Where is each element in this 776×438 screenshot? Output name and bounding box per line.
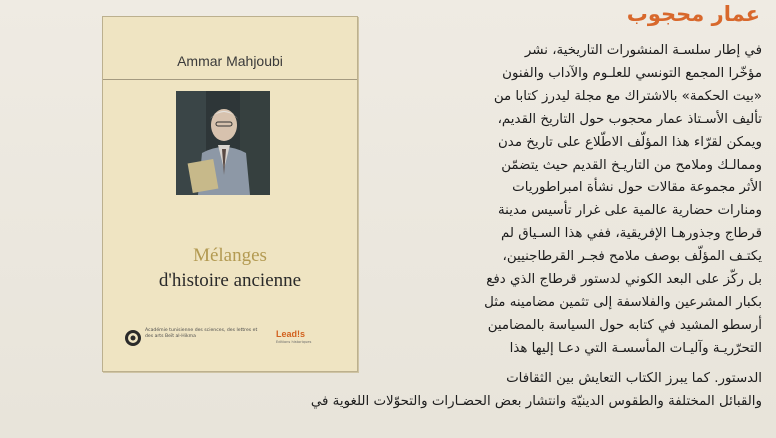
article-headline: عمار محجوب: [626, 2, 760, 26]
article-line: «بيت الحكمة» بالاشتراك مع مجلة ليدرز كتابا من: [493, 88, 762, 104]
book-subtitle: d'histoire ancienne: [158, 270, 302, 291]
cover-divider: [103, 79, 357, 80]
article-line: في إطار سلسـة المنشورات التاريخية، نشر: [524, 43, 762, 58]
series-subtitle: Editions historiques: [276, 340, 312, 344]
article-line: ومنارات حضارية عالمية على غرار تأسيس مدينة: [498, 203, 762, 219]
article-body: [362, 40, 762, 361]
article-line: تأليف الأسـتاذ عمار محجوب حول التاريخ القديم،: [497, 111, 762, 127]
article-line: التحرّريـة وآليـات المأسسـة التي دعـا إليها هذا: [509, 340, 762, 356]
author-photo-illustration: [176, 91, 270, 195]
book-title: Mélanges: [193, 245, 267, 266]
article-line: بل ركّز على البعد الكوني لدستور قرطاج الذي دفع: [486, 272, 762, 288]
article-continuation: [14, 368, 762, 414]
publisher-seal-icon: [124, 329, 142, 347]
author-photo: [176, 91, 270, 195]
article-line: قرطاج وجذورهـا الإفريقية، ففي هذا السـياق لم: [501, 226, 762, 242]
article-line: والقبائل المختلفة والطقوس الدينيّة وانتشار بعض الحضـارات والتحوّلات اللغوية في: [310, 393, 762, 409]
article-line: بكبار المشرعين والفلاسفة إلى تثمين مضامينه مثل: [484, 294, 762, 310]
article-line: أرسطو المشيد في كتابه حول السياسة بالمضامين: [487, 317, 762, 333]
series-logo: Lead!s: [276, 329, 306, 339]
article-line: الدستور. كما يبرز الكتاب التعايش بين الثقافات: [506, 371, 762, 386]
publisher-name: Académie tunisienne des sciences, des lettres et des arts Beït al-Hikma: [145, 328, 258, 339]
article-line: الأثر مجموعة مقالات حول نشأة امبراطوريات: [512, 180, 762, 196]
article-line: وممالـك وملامح من التاريـخ القديم حيث يتضمّن: [501, 157, 762, 173]
book-author: Ammar Mahjoubi: [177, 53, 283, 69]
article-line: يكتـف المؤلّف بوصف ملامح فجـر القرطاجنيين،: [502, 249, 762, 265]
book-cover: [102, 16, 358, 372]
article-line: مؤخّرا المجمع التونسي للعلـوم والآداب والفنون: [502, 65, 762, 81]
article-line: ويمكن لقرّاء هذا المؤلّف الاطّلاع على تاريخ مدن: [497, 134, 762, 150]
